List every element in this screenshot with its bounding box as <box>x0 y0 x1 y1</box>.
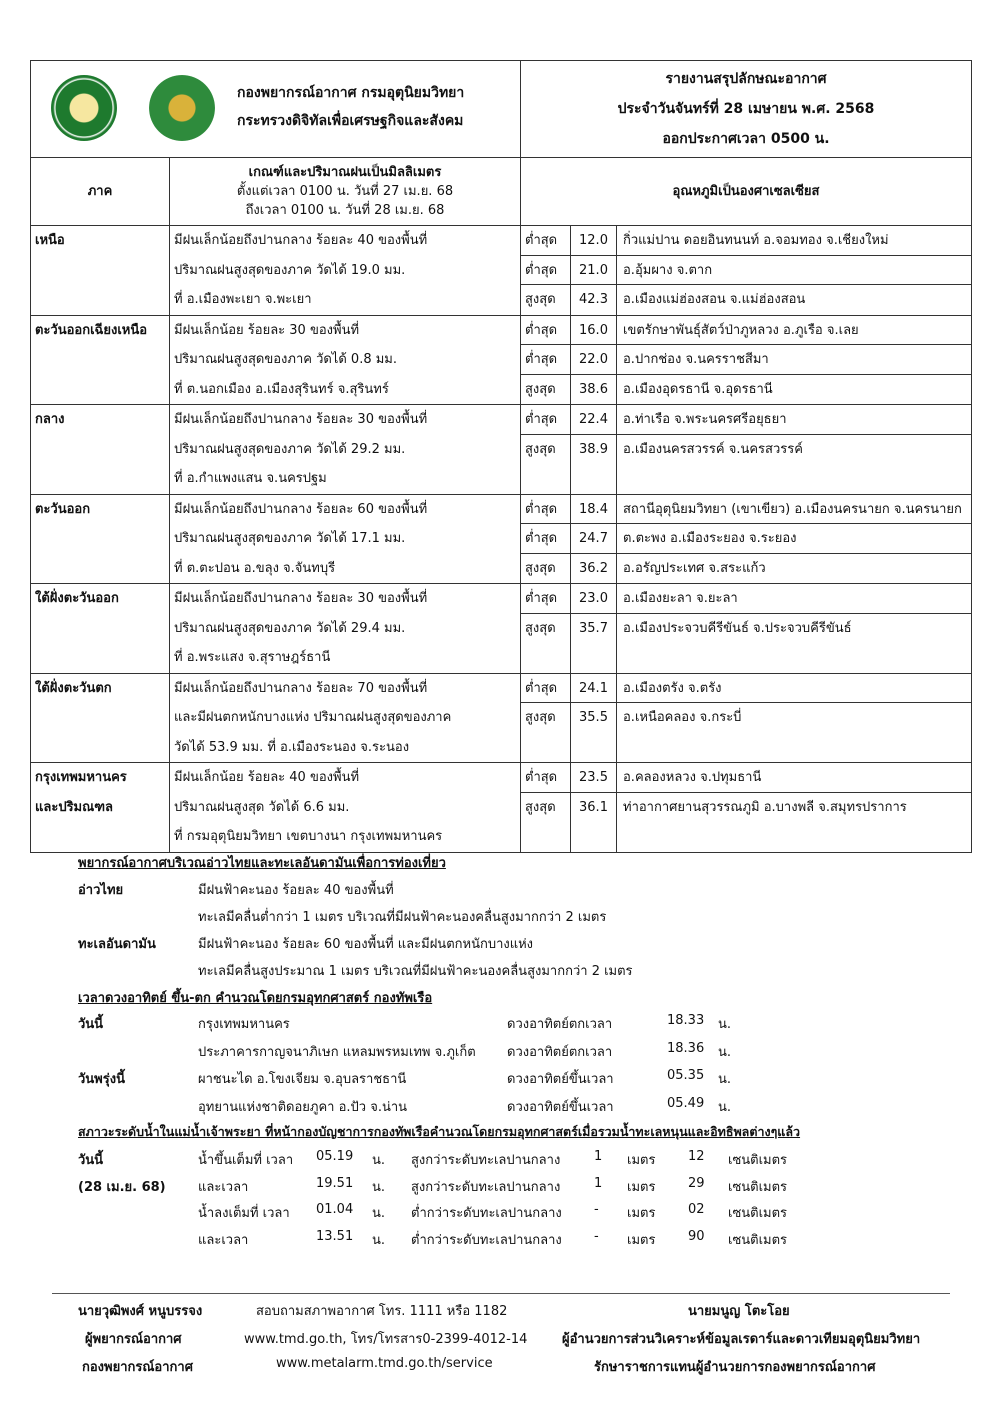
region-row <box>31 226 972 316</box>
region-name-cell <box>31 494 170 584</box>
tide-m-unit: เมตร <box>627 1179 656 1195</box>
tide-unit: น. <box>372 1206 386 1221</box>
temp-value: 36.2 <box>579 560 608 576</box>
temp-kind: ต่ำสุด <box>521 316 570 346</box>
tide-cm: 02 <box>688 1202 705 1217</box>
region-rain-cell <box>170 494 521 584</box>
temp-place: อ.เมืองประจวบคีรีขันธ์ จ.ประจวบคีรีขันธ์ <box>623 620 852 636</box>
temp-kind: ต่ำสุด <box>521 345 570 375</box>
region-rain-cell <box>170 315 521 405</box>
rain-from: ตั้งแต่เวลา 0100 น. วันที่ 27 เม.ย. 68 <box>236 184 454 199</box>
temp-value: 38.6 <box>579 381 608 397</box>
rain-text: ปริมาณฝนสูงสุดของภาค วัดได้ 19.0 มม. <box>174 262 406 278</box>
rain-text: มีฝนเล็กน้อยถึงปานกลาง ร้อยละ 70 ของพื้นที่ <box>174 680 428 696</box>
region-name: ตะวันออกเฉียงเหนือ <box>35 322 148 338</box>
report-date: ประจำวันจันทร์ที่ 28 เมษายน พ.ศ. 2568 <box>617 101 875 117</box>
rain-text: ที่ ต.นอกเมือง อ.เมืองสุรินทร์ จ.สุรินทร์ <box>174 381 389 397</box>
tide-day: วันนี้ <box>78 1153 104 1168</box>
temp-place: ท่าอากาศยานสุวรรณภูมิ อ.บางพลี จ.สมุทรปราการ <box>623 799 907 815</box>
temp-kind: ต่ำสุด <box>521 495 570 525</box>
rain-text: มีฝนเล็กน้อยถึงปานกลาง ร้อยละ 30 ของพื้นที่ <box>174 412 428 427</box>
temp-place: ต.ตะพง อ.เมืองระยอง จ.ระยอง <box>617 524 971 554</box>
temp-value: 38.9 <box>579 441 608 457</box>
temp-place: กิ่วแม่ปาน ดอยอินทนนท์ อ.จอมทอง จ.เชียงใหม่ <box>617 226 971 256</box>
temp-place-cell <box>617 673 972 763</box>
region-name-cell <box>31 673 170 763</box>
tide-m: - <box>594 1202 599 1217</box>
region-row <box>31 494 972 584</box>
temp-value-cell <box>571 673 617 763</box>
temp-kind-cell <box>521 405 571 495</box>
gulf-line-2: ทะเลมีคลื่นต่ำกว่า 1 เมตร บริเวณที่มีฝนฟ้าคะนองคลื่นสูงมากกว่า 2 เมตร <box>198 910 607 925</box>
tide-label: น้ำลงเต็มที่ เวลา <box>198 1206 290 1221</box>
temp-kind: ต่ำสุด <box>521 256 570 286</box>
sun-unit: น. <box>718 1017 732 1032</box>
rain-title: เกณฑ์และปริมาณฝนเป็นมิลลิเมตร <box>248 165 442 180</box>
temp-kind-cell <box>521 494 571 584</box>
tide-m-unit: เมตร <box>627 1153 656 1168</box>
region-row <box>31 584 972 674</box>
temp-kind-cell <box>521 226 571 316</box>
temp-value: 24.1 <box>571 674 616 704</box>
rain-text: มีฝนเล็กน้อย ร้อยละ 30 ของพื้นที่ <box>174 322 360 338</box>
rain-text: ปริมาณฝนสูงสุดของภาค วัดได้ 29.2 มม. <box>174 441 406 457</box>
tide-desc: สูงกว่าระดับทะเลปานกลาง <box>411 1153 561 1168</box>
tide-label: และเวลา <box>198 1232 249 1248</box>
sun-place: ประภาคารกาญจนาภิเษก แหลมพรหมเทพ จ.ภูเก็ต <box>198 1044 476 1060</box>
tide-cm-unit: เซนติเมตร <box>728 1179 788 1195</box>
tide-time: 05.19 <box>316 1149 354 1164</box>
footer-director-role: ผู้อำนวยการส่วนวิเคราะห์ข้อมูลเรดาร์และดาวเทียมอุตุนิยมวิทยา <box>562 1332 921 1347</box>
region-name: กรุงเทพมหานคร <box>35 770 127 785</box>
report-time: ออกประกาศเวลา 0500 น. <box>662 131 830 147</box>
footer-website[interactable]: www.tmd.go.th, โทร/โทรสาร0-2399-4012-14 <box>244 1332 528 1347</box>
temp-place: อ.ปากช่อง จ.นครราชสีมา <box>617 345 971 375</box>
temp-value: 36.1 <box>579 799 608 815</box>
temp-place-cell <box>617 584 972 674</box>
temp-value: 22.4 <box>571 405 616 435</box>
rain-text: มีฝนเล็กน้อย ร้อยละ 40 ของพื้นที่ <box>174 770 360 785</box>
org-line-2: กระทรวงดิจิทัลเพื่อเศรษฐกิจและสังคม <box>237 113 464 129</box>
region-name: และปริมณฑล <box>35 799 113 815</box>
rain-text: มีฝนเล็กน้อยถึงปานกลาง ร้อยละ 40 ของพื้นที่ <box>174 233 428 248</box>
region-name: ตะวันออก <box>35 501 91 517</box>
temp-kind: สูงสุด <box>525 620 556 636</box>
tide-desc: ต่ำกว่าระดับทะเลปานกลาง <box>411 1206 562 1221</box>
sun-unit: น. <box>718 1044 732 1060</box>
sun-unit: น. <box>718 1099 732 1115</box>
col-header-region: ภาค <box>31 158 170 226</box>
tide-cm-unit: เซนติเมตร <box>728 1232 788 1248</box>
rain-text: ปริมาณฝนสูงสุดของภาค วัดได้ 0.8 มม. <box>174 352 397 367</box>
rain-text: วัดได้ 53.9 มม. ที่ อ.เมืองระนอง จ.ระนอง <box>174 739 410 755</box>
tide-day: (28 เม.ย. 68) <box>78 1179 166 1195</box>
region-name-cell <box>31 315 170 405</box>
sun-unit: น. <box>718 1072 732 1087</box>
region-rain-cell <box>170 763 521 853</box>
temp-value-cell <box>571 405 617 495</box>
rain-text: มีฝนเล็กน้อยถึงปานกลาง ร้อยละ 60 ของพื้นที่ <box>174 501 428 517</box>
temp-kind: สูงสุด <box>525 710 556 725</box>
rain-text: ที่ กรมอุตุนิยมวิทยา เขตบางนา กรุงเทพมหานคร <box>174 829 443 844</box>
sun-event: ดวงอาทิตย์ขึ้นเวลา <box>507 1099 614 1115</box>
sun-event: ดวงอาทิตย์ตกเวลา <box>507 1017 613 1032</box>
temp-place: อ.เหนือคลอง จ.กระบี่ <box>623 710 742 725</box>
temp-value: 23.0 <box>571 584 616 614</box>
ministry-logo <box>51 75 117 141</box>
region-row <box>31 315 972 405</box>
report-title: รายงานสรุปลักษณะอากาศ <box>665 71 827 87</box>
sea-forecast-title: พยากรณ์อากาศบริเวณอ่าวไทยและทะเลอันดามันเพื่อการท่องเที่ยว <box>78 856 446 871</box>
temp-kind: ต่ำสุด <box>521 524 570 554</box>
region-rain-cell <box>170 405 521 495</box>
rain-text: ปริมาณฝนสูงสุดของภาค วัดได้ 29.4 มม. <box>174 620 406 636</box>
region-name-cell <box>31 226 170 316</box>
footer-director-acting: รักษาราชการแทนผู้อำนวยการกองพยากรณ์อากาศ <box>594 1360 876 1375</box>
temp-value-cell <box>571 494 617 584</box>
rain-text: ที่ อ.พระแสง จ.สุราษฎร์ธานี <box>174 650 331 665</box>
region-name: กลาง <box>35 412 65 427</box>
footer-service-link[interactable]: www.metalarm.tmd.go.th/service <box>276 1356 493 1371</box>
region-row <box>31 763 972 853</box>
tide-cm: 29 <box>688 1175 705 1191</box>
sun-place: ผาชนะได อ.โขงเจียม จ.อุบลราชธานี <box>198 1072 407 1087</box>
tide-time: 13.51 <box>316 1228 354 1244</box>
region-name: ใต้ฝั่งตะวันออก <box>35 591 119 606</box>
temp-value-cell <box>571 226 617 316</box>
rain-text: ที่ ต.ตะปอน อ.ขลุง จ.จันทบุรี <box>174 560 336 576</box>
temp-place-cell <box>617 494 972 584</box>
temp-value-cell <box>571 315 617 405</box>
header-org-cell <box>31 61 521 158</box>
tide-unit: น. <box>372 1232 386 1248</box>
weather-summary-table <box>30 60 972 853</box>
temp-kind: สูงสุด <box>525 560 556 576</box>
rain-to: ถึงเวลา 0100 น. วันที่ 28 เม.ย. 68 <box>245 203 445 218</box>
temp-value: 35.7 <box>579 620 608 636</box>
tide-m-unit: เมตร <box>627 1206 656 1221</box>
temp-value: 16.0 <box>571 316 616 346</box>
tide-unit: น. <box>372 1179 386 1195</box>
footer-divider <box>52 1293 950 1294</box>
header-report-cell <box>521 61 972 158</box>
temp-place: สถานีอุตุนิยมวิทยา (เขาเขียว) อ.เมืองนครนายก จ.นครนายก <box>617 495 971 525</box>
temp-kind-cell <box>521 673 571 763</box>
temp-place: อ.เมืองนครสวรรค์ จ.นครสวรรค์ <box>623 441 803 457</box>
temp-place-cell <box>617 226 972 316</box>
temp-value: 21.0 <box>571 256 616 286</box>
temp-value: 35.5 <box>579 710 608 725</box>
tide-desc: ต่ำกว่าระดับทะเลปานกลาง <box>411 1232 562 1248</box>
region-row <box>31 405 972 495</box>
footer-forecaster-dept: กองพยากรณ์อากาศ <box>82 1360 193 1375</box>
region-rain-cell <box>170 673 521 763</box>
tide-time: 19.51 <box>316 1175 354 1191</box>
tide-time: 01.04 <box>316 1202 354 1217</box>
temp-value: 18.4 <box>571 495 616 525</box>
temp-kind: สูงสุด <box>525 381 556 397</box>
col-header-temp: อุณหภูมิเป็นองศาเซลเซียส <box>521 158 972 226</box>
sun-time: 18.36 <box>667 1040 705 1056</box>
sun-place: อุทยานแห่งชาติดอยภูคา อ.ปัว จ.น่าน <box>198 1099 408 1115</box>
footer-forecaster-role: ผู้พยากรณ์อากาศ <box>85 1332 182 1347</box>
org-line-1: กองพยากรณ์อากาศ กรมอุตุนิยมวิทยา <box>237 85 465 101</box>
rain-text: ปริมาณฝนสูงสุดของภาค วัดได้ 17.1 มม. <box>174 531 406 546</box>
andaman-label: ทะเลอันดามัน <box>78 937 156 952</box>
temp-place: อ.อุ้มผาง จ.ตาก <box>617 256 971 286</box>
temp-place-cell <box>617 315 972 405</box>
temp-place: อ.เมืองตรัง จ.ตรัง <box>617 674 971 704</box>
tide-m: - <box>594 1228 599 1244</box>
tide-cm-unit: เซนติเมตร <box>728 1153 788 1168</box>
temp-kind-cell <box>521 315 571 405</box>
rain-text: มีฝนเล็กน้อยถึงปานกลาง ร้อยละ 30 ของพื้นที่ <box>174 591 428 606</box>
region-name-cell <box>31 763 170 853</box>
temp-kind: ต่ำสุด <box>521 226 570 256</box>
sun-time: 05.35 <box>667 1068 705 1083</box>
tide-m-unit: เมตร <box>627 1232 656 1248</box>
temp-place: อ.เมืองยะลา จ.ยะลา <box>617 584 971 614</box>
region-rain-cell <box>170 226 521 316</box>
temp-place: เขตรักษาพันธุ์สัตว์ป่าภูหลวง อ.ภูเรือ จ.เลย <box>617 316 971 346</box>
tide-cm: 90 <box>688 1228 705 1244</box>
tide-label: และเวลา <box>198 1179 249 1195</box>
temp-value: 12.0 <box>571 226 616 256</box>
gulf-line-1: มีฝนฟ้าคะนอง ร้อยละ 40 ของพื้นที่ <box>198 883 394 898</box>
region-name-cell <box>31 405 170 495</box>
rain-text: ที่ อ.กำแพงแสน จ.นครปฐม <box>174 471 327 486</box>
sun-title: เวลาดวงอาทิตย์ ขึ้น-ตก คำนวณโดยกรมอุทกศาสตร์ กองทัพเรือ <box>78 991 433 1006</box>
tide-title: สภาวะระดับน้ำในแม่น้ำเจ้าพระยา ที่หน้ากองบัญชาการกองทัพเรือคำนวณโดยกรมอุทกศาสตร์เมื่อรวมน้ำทะเลหนุนและอิทธิพลต่างๆแล้ว <box>78 1124 801 1139</box>
temp-place: อ.ท่าเรือ จ.พระนครศรีอยุธยา <box>617 405 971 435</box>
sun-event: ดวงอาทิตย์ตกเวลา <box>507 1044 613 1060</box>
tide-cm-unit: เซนติเมตร <box>728 1206 788 1221</box>
sun-event: ดวงอาทิตย์ขึ้นเวลา <box>507 1072 614 1087</box>
temp-kind: สูงสุด <box>525 441 556 457</box>
temp-kind: ต่ำสุด <box>521 405 570 435</box>
temp-kind: ต่ำสุด <box>521 584 570 614</box>
temp-value: 22.0 <box>571 345 616 375</box>
tide-unit: น. <box>372 1153 386 1168</box>
gulf-label: อ่าวไทย <box>78 883 124 898</box>
temp-kind: ต่ำสุด <box>521 674 570 704</box>
temp-place: อ.อรัญประเทศ จ.สระแก้ว <box>623 560 766 576</box>
footer-hotline: สอบถามสภาพอากาศ โทร. 1111 หรือ 1182 <box>256 1304 508 1319</box>
region-row <box>31 673 972 763</box>
temp-place-cell <box>617 763 972 853</box>
footer-director-name: นายมนูญ โตะโอย <box>688 1304 790 1319</box>
rain-text: ปริมาณฝนสูงสุด วัดได้ 6.6 มม. <box>174 799 350 815</box>
region-name-cell <box>31 584 170 674</box>
temp-place: อ.เมืองแม่ฮ่องสอน จ.แม่ฮ่องสอน <box>623 292 806 307</box>
tide-m: 1 <box>594 1149 603 1164</box>
andaman-line-2: ทะเลมีคลื่นสูงประมาณ 1 เมตร บริเวณที่มีฝนฟ้าคะนองคลื่นสูงมากกว่า 2 เมตร <box>198 964 633 979</box>
temp-value-cell <box>571 763 617 853</box>
tide-cm: 12 <box>688 1149 705 1164</box>
col-header-rain <box>170 158 521 226</box>
tide-m: 1 <box>594 1175 603 1191</box>
sun-day: วันนี้ <box>78 1017 104 1032</box>
temp-kind-cell <box>521 763 571 853</box>
tide-label: น้ำขึ้นเต็มที่ เวลา <box>198 1153 294 1168</box>
sun-place: กรุงเทพมหานคร <box>198 1017 290 1032</box>
temp-place: อ.เมืองอุดรธานี จ.อุดรธานี <box>623 381 773 397</box>
tmd-logo <box>149 75 215 141</box>
temp-kind: สูงสุด <box>525 292 556 307</box>
region-name: เหนือ <box>35 233 65 248</box>
temp-place: อ.คลองหลวง จ.ปทุมธานี <box>617 763 971 793</box>
sun-day: วันพรุ่งนี้ <box>78 1072 125 1087</box>
footer-forecaster-name: นายวุฒิพงศ์ หนูบรรจง <box>78 1304 203 1319</box>
rain-text: ที่ อ.เมืองพะเยา จ.พะเยา <box>174 292 312 307</box>
region-rain-cell <box>170 584 521 674</box>
sun-time: 05.49 <box>667 1095 705 1111</box>
temp-kind: สูงสุด <box>525 799 556 815</box>
temp-value: 42.3 <box>579 292 608 307</box>
temp-value-cell <box>571 584 617 674</box>
temp-kind: ต่ำสุด <box>521 763 570 793</box>
temp-kind-cell <box>521 584 571 674</box>
temp-place-cell <box>617 405 972 495</box>
sun-time: 18.33 <box>667 1013 705 1028</box>
rain-text: และมีฝนตกหนักบางแห่ง ปริมาณฝนสูงสุดของภาค <box>174 710 452 725</box>
temp-value: 24.7 <box>571 524 616 554</box>
region-name: ใต้ฝั่งตะวันตก <box>35 680 112 696</box>
temp-value: 23.5 <box>571 763 616 793</box>
andaman-line-1: มีฝนฟ้าคะนอง ร้อยละ 60 ของพื้นที่ และมีฝนตกหนักบางแห่ง <box>198 937 534 952</box>
tide-desc: สูงกว่าระดับทะเลปานกลาง <box>411 1179 561 1195</box>
